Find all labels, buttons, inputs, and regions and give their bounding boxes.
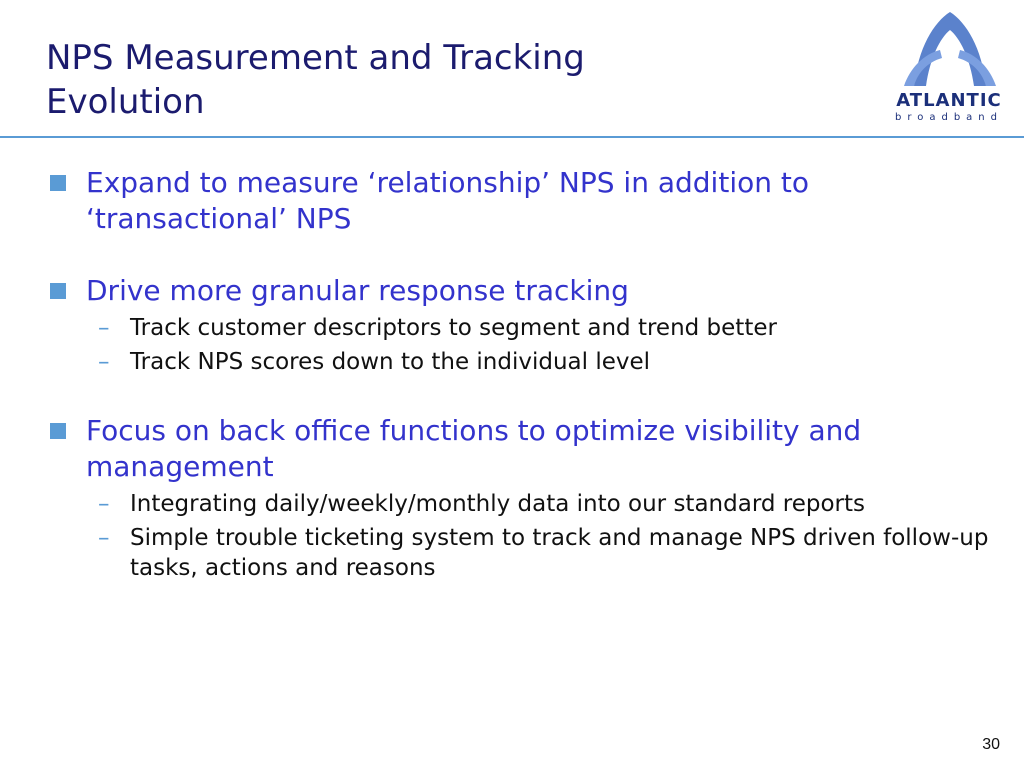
dash-bullet-icon: –: [98, 491, 110, 517]
sub-bullet-2-2-text: Track NPS scores down to the individual level: [130, 349, 651, 375]
sub-bullet-3-2-text: Simple trouble ticketing system to track and manage NPS driven follow-up tasks, actions and reasons: [130, 525, 989, 581]
dash-bullet-icon: –: [98, 525, 110, 551]
bullet-1-text: Expand to measure ‘relationship’ NPS in addition to ‘transactional’ NPS: [86, 166, 809, 235]
page-number: 30: [982, 736, 1000, 753]
logo-wordmark: ATLANTIC: [896, 90, 1002, 111]
title-divider: [0, 136, 1024, 138]
sub-bullet-2-1: [50, 313, 990, 343]
square-bullet-icon: [50, 283, 66, 299]
title-line-2: Evolution: [46, 82, 205, 122]
atlantic-broadband-logo: [884, 8, 1014, 128]
logo-tagline: broadband: [895, 112, 1003, 123]
slide-title: [46, 36, 866, 124]
dash-bullet-icon: –: [98, 349, 110, 375]
square-bullet-icon: [50, 175, 66, 191]
sub-bullet-3-1-text: Integrating daily/weekly/monthly data into our standard reports: [130, 491, 866, 517]
arch-logo-icon: [884, 8, 1014, 92]
bullet-3-text: Focus on back office functions to optimize visibility and management: [86, 414, 862, 483]
dash-bullet-icon: –: [98, 315, 110, 341]
sub-bullet-3-1: [50, 489, 990, 519]
sub-bullet-2-1-text: Track customer descriptors to segment and trend better: [130, 315, 777, 341]
square-bullet-icon: [50, 423, 66, 439]
bullet-1: [50, 165, 990, 237]
bullet-list: [50, 165, 990, 583]
bullet-2-text: Drive more granular response tracking: [86, 274, 629, 307]
bullet-3: [50, 413, 990, 485]
sub-bullet-2-2: [50, 347, 990, 377]
bullet-2: [50, 273, 990, 309]
title-line-1: NPS Measurement and Tracking: [46, 38, 585, 78]
sub-bullet-3-2: [50, 523, 990, 583]
